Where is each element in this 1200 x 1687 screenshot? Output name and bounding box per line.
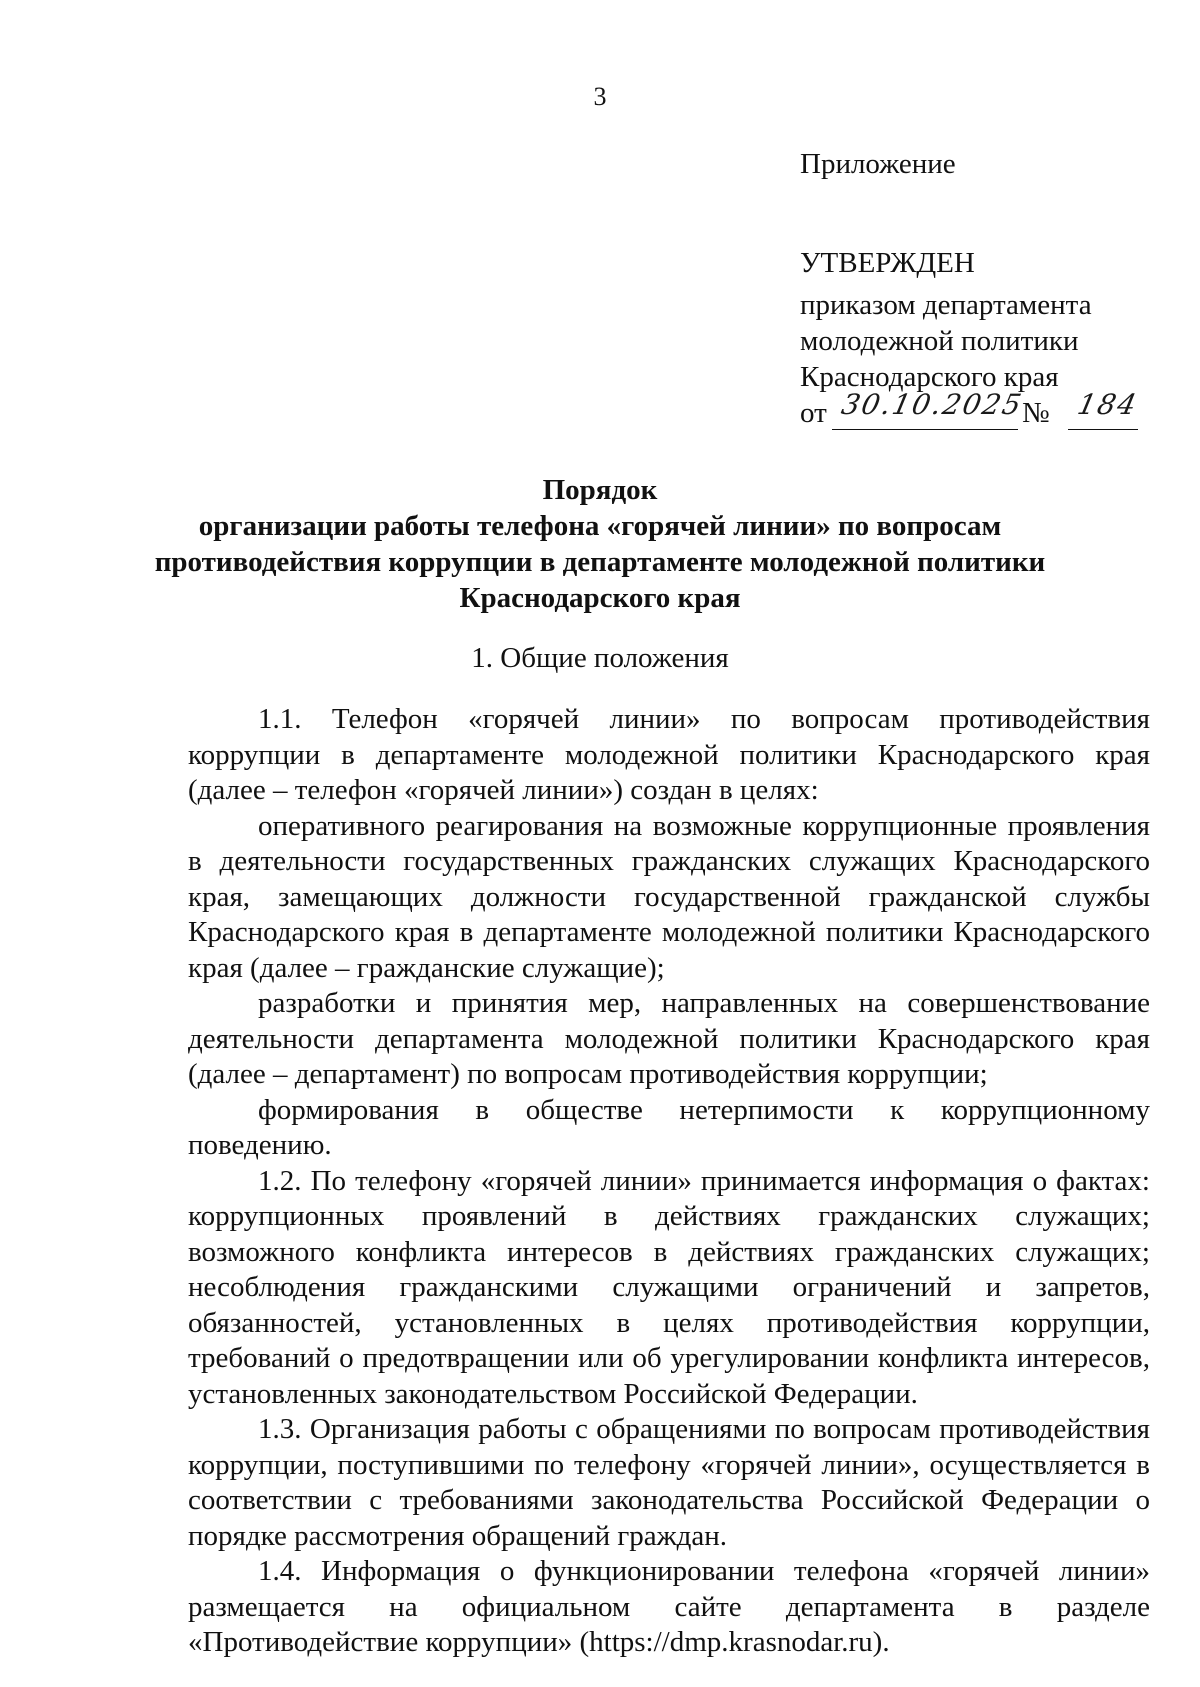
paragraph-1-2: 1.2. По телефону «горячей линии» принимается информация о фактах: коррупционных проявлений в действиях гражданских служащих; возможного конфликта интересов в действиях гражданских служащих; несоблюдения гражданскими служащими ограничений и запретов, обязанностей, установленных в целях противодействия коррупции, требований о предотвращении или об урегулировании конфликта интересов, установленных законодательством Российской Федерации. — [188, 1164, 1150, 1410]
document-title-line-4: Краснодарского края — [459, 582, 741, 614]
paragraph-purpose-2: разработки и принятия мер, направленных на совершенствование деятельности департамента молодежной политики Краснодарского края (далее – департамент) по вопросам противодействия коррупции; — [188, 987, 1150, 1090]
document-title-line-2: организации работы телефона «горячей линии» по вопросам — [198, 510, 1002, 542]
handwritten-date: 30.10.2025 — [838, 388, 1026, 421]
approval-line-3: Краснодарского края — [800, 361, 1059, 393]
handwritten-number: 184 — [1074, 388, 1142, 421]
approval-line-1: приказом департамента — [800, 289, 1092, 321]
document-body — [188, 702, 1150, 1661]
paragraph-purpose-1: оперативного реагирования на возможные коррупционные проявления в деятельности государственных гражданских служащих Краснодарского края, замещающих должности государственной гражданской службы Краснодарского края в департаменте молодежной политики Краснодарского края (далее – гражданские служащие); — [188, 809, 1150, 984]
approval-block — [800, 245, 1142, 433]
paragraph-1-3: 1.3. Организация работы с обращениями по вопросам противодействия коррупции, поступившими по телефону «горячей линии», осуществляется в соответствии с требованиями законодательства Российской Федерации о порядке рассмотрения обращений граждан. — [188, 1413, 1150, 1552]
document-title-line-3: противодействия коррупции в департаменте молодежной политики — [154, 546, 1046, 578]
page-number: 3 — [593, 82, 607, 111]
paragraph-1-4: 1.4. Информация о функционировании телефона «горячей линии» размещается на официальном сайте департамента в разделе «Противодействие коррупции» (https://dmp.krasnodar.ru). — [188, 1555, 1150, 1658]
date-prefix: от — [800, 397, 827, 429]
approval-line-2: молодежной политики — [800, 325, 1079, 357]
document-title-line-1: Порядок — [542, 474, 658, 506]
paragraph-1-1: 1.1. Телефон «горячей линии» по вопросам противодействия коррупции в департаменте молодежной политики Краснодарского края (далее – телефон «горячей линии») создан в целях: — [188, 703, 1150, 806]
section-heading: 1. Общие положения — [471, 642, 729, 674]
approval-title: УТВЕРЖДЕН — [800, 247, 975, 279]
number-prefix: № — [1022, 397, 1050, 429]
approval-date-number-row — [800, 388, 1142, 433]
paragraph-purpose-3: формирования в обществе нетерпимости к коррупционному поведению. — [188, 1093, 1150, 1161]
appendix-label: Приложение — [800, 148, 956, 180]
document-title — [0, 472, 1200, 616]
